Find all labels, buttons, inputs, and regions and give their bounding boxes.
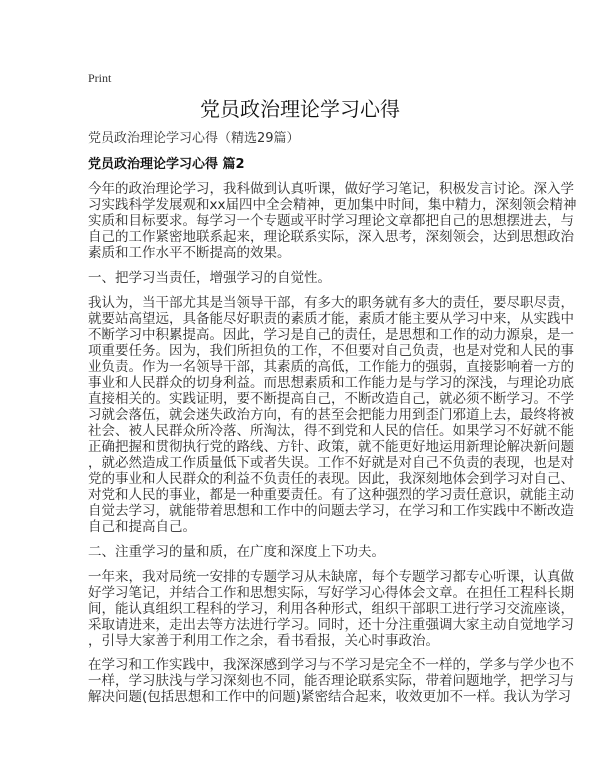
paragraph-line: 实质和目标要求。每学习一个专题或平时学习理论文章都把自己的思想摆进去，与 (88, 213, 574, 229)
paragraph-line: 自己和提高自己。 (88, 519, 196, 535)
paragraph-line: 项重要任务。因为，我们所担负的工作，不但要对自己负责，也是对党和人民的事 (88, 343, 574, 359)
paragraph (88, 657, 600, 705)
section-heading: 党员政治理论学习心得 篇2 (88, 157, 245, 172)
document-body (88, 181, 600, 705)
paragraph-line: 党的事业和人民群众的利益不负责任的表现。因此，我深刻地体会到学习对自己、 (88, 471, 574, 487)
paragraph-line: 事业和人民群众的切身利益。而思想素质和工作能力是与学习的深浅，与理论功底 (88, 375, 574, 391)
paragraph-line: 习实践科学发展观和xx届四中全会精神，更加集中时间，集中精力，深刻领会精神 (88, 197, 577, 213)
paragraph-line: 好学习笔记，并结合工作和思想实际，写好学习心得体会文章。在担任工程科长期 (88, 585, 574, 601)
print-link[interactable]: Print (88, 71, 112, 85)
paragraph (88, 295, 600, 535)
paragraph-line: 解决问题(包括思想和工作中的问题)紧密结合起来，收效更加不一样。我认为学习 (88, 689, 572, 705)
paragraph-line: 间，能认真组织工程科的学习，利用各种形式，组织干部职工进行学习交流座谈， (88, 601, 574, 617)
paragraph-line: ，就必然造成工作质量低下或者失误。工作不好就是对自己不负责的表现，也是对 (88, 455, 574, 471)
paragraph (88, 181, 600, 261)
paragraph-line: 自觉去学习，就能带着思想和工作中的问题去学习，在学习和工作实践中不断改造 (88, 503, 574, 519)
paragraph-line: 素质和工作水平不断提高的效果。 (88, 245, 291, 261)
paragraph-line: 在学习和工作实践中，我深深感到学习与不学习是完全不一样的，学多与学少也不 (88, 657, 574, 673)
section-subheading: 二、注重学习的量和质，在广度和深度上下功夫。 (88, 544, 385, 560)
paragraph-line: 一样，学习肤浅与学习深刻也不同，能否理论联系实际，带着问题地学，把学习与 (88, 673, 574, 689)
paragraph-line: 自己的工作紧密地联系起来，理论联系实际，深入思考，深刻领会，达到思想政治 (88, 229, 574, 245)
paragraph-line: 对党和人民的事业，都是一种重要责任。有了这种强烈的学习责任意识，就能主动 (88, 487, 574, 503)
paragraph-line: 社会、被人民群众所冷落、所淘汰，得不到党和人民的信任。如果学习不好就不能 (88, 423, 574, 439)
paragraph-line: 就要站高望远，具备能尽好职责的素质才能，素质才能主要从学习中来，从实践中 (88, 311, 574, 327)
paragraph-line: 不断学习中积累提高。因此，学习是自己的责任，是思想和工作的动力源泉，是一 (88, 327, 574, 343)
paragraph-line: 习就会落伍，就会迷失政治方向，有的甚至会把能力用到歪门邪道上去，最终将被 (88, 407, 574, 423)
document-subtitle: 党员政治理论学习心得（精选29篇） (88, 131, 300, 146)
paragraph-line: 采取请进来，走出去等方法进行学习。同时，还十分注重强调大家主动自觉地学习 (88, 617, 574, 633)
paragraph (88, 569, 600, 649)
paragraph-line: 一年来，我对局统一安排的专题学习从未缺席，每个专题学习都专心听课，认真做 (88, 569, 574, 585)
paragraph-line: 业负责。作为一名领导干部，其素质的高低，工作能力的强弱，直接影响着一方的 (88, 359, 574, 375)
paragraph-line: 我认为，当干部尤其是当领导干部，有多大的职务就有多大的责任，要尽职尽责， (88, 295, 574, 311)
paragraph-line: ，引导大家善于利用工作之余，看书看报，关心时事政治。 (88, 633, 439, 649)
paragraph-line: 正确把握和贯彻执行党的路线、方针、政策，就不能更好地运用新理论解决新问题 (88, 439, 574, 455)
page-title: 党员政治理论学习心得 (200, 97, 400, 121)
section-subheading: 一、把学习当责任，增强学习的自觉性。 (88, 270, 331, 286)
paragraph-line: 今年的政治理论学习，我科做到认真听课，做好学习笔记，积极发言讨论。深入学 (88, 181, 574, 197)
paragraph-line: 直接相关的。实践证明，要不断提高自己，不断改造自己，就必须不断学习。不学 (88, 391, 574, 407)
